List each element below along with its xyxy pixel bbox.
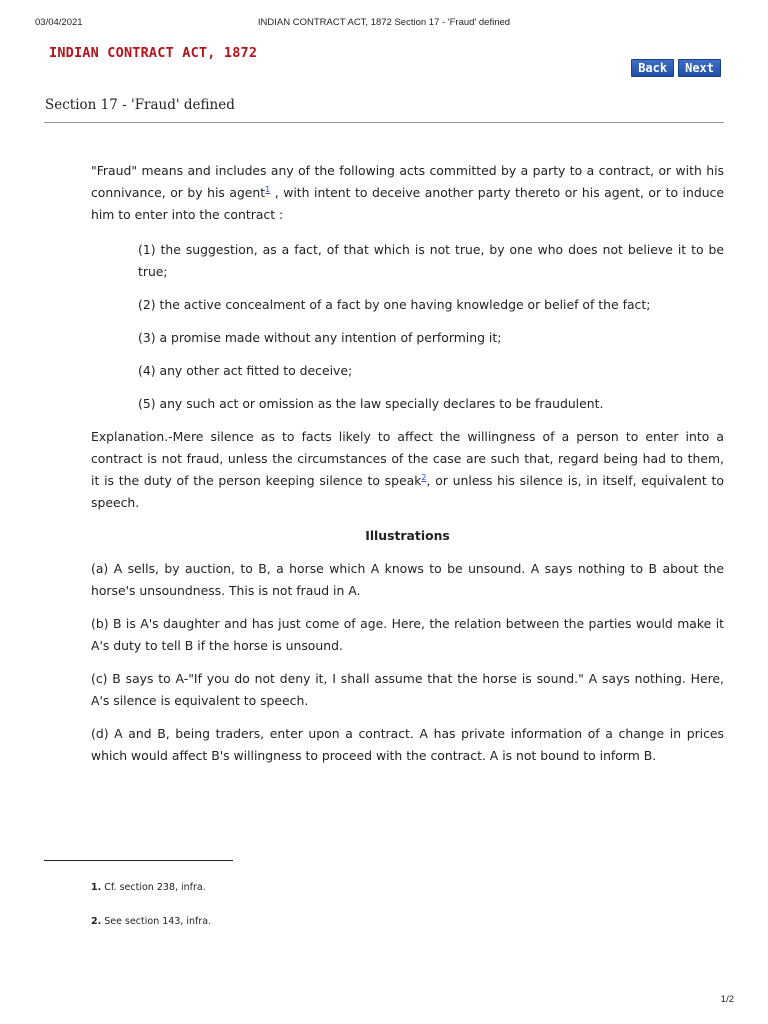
footnote-divider xyxy=(44,860,233,861)
clause-item: (1) the suggestion, as a fact, of that which is not true, by one who does not believe it to be true; xyxy=(138,242,724,279)
print-date: 03/04/2021 xyxy=(35,17,83,28)
header-divider xyxy=(44,122,724,123)
explanation-text-part1: Explanation.-Mere silence as to facts likely to affect the willingness of a person to enter into a contract is not fraud, unless the circumstances of the case are such that, regard being had to them, it is the duty of the person keeping silence to speak xyxy=(91,429,724,488)
footnote-number: 2. xyxy=(91,916,102,927)
footnote-text: Cf. section 238, infra. xyxy=(101,882,206,893)
section-content xyxy=(91,160,724,778)
next-button[interactable]: Next xyxy=(678,59,721,77)
explanation-paragraph xyxy=(91,426,724,514)
act-title: INDIAN CONTRACT ACT, 1872 xyxy=(49,45,258,61)
nav-buttons xyxy=(631,59,721,77)
intro-text-part2: , with intent to deceive another party thereto or his agent, or to induce him to enter into the contract : xyxy=(91,185,724,222)
footnote-text: See section 143, infra. xyxy=(101,916,212,927)
intro-text-part1: "Fraud" means and includes any of the following acts committed by a party to a contract, or with his connivance, or by his agent xyxy=(91,163,724,200)
illustration-item: (a) A sells, by auction, to B, a horse which A knows to be unsound. A says nothing to B about the horse's unsoundness. This is not fraud in A. xyxy=(91,561,724,598)
clause-item: (3) a promise made without any intention of performing it; xyxy=(138,330,502,345)
footnote-number: 1. xyxy=(91,882,102,893)
intro-paragraph xyxy=(91,160,724,226)
illustration-item: (d) A and B, being traders, enter upon a contract. A has private information of a change in prices which would affect B's willingness to proceed with the contract. A is not bound to inform B. xyxy=(91,726,724,763)
illustration-item: (c) B says to A-"If you do not deny it, I shall assume that the horse is sound." A says nothing. Here, A's silence is equivalent to speech. xyxy=(91,671,724,708)
illustrations-heading: Illustrations xyxy=(365,528,450,543)
page-number: 1/2 xyxy=(720,994,734,1005)
back-button[interactable]: Back xyxy=(631,59,674,77)
footnote-ref-2[interactable]: 2 xyxy=(421,473,427,482)
clause-list xyxy=(138,239,724,415)
illustration-item: (b) B is A's daughter and has just come of age. Here, the relation between the parties would make it A's duty to tell B if the horse is unsound. xyxy=(91,616,724,653)
clause-item: (5) any such act or omission as the law specially declares to be fraudulent. xyxy=(138,396,604,411)
footnote-1 xyxy=(91,882,206,893)
clause-item: (4) any other act fitted to deceive; xyxy=(138,363,353,378)
footnote-2 xyxy=(91,916,211,927)
footnote-ref-1[interactable]: 1 xyxy=(265,185,271,194)
print-header xyxy=(0,17,768,29)
explanation-text-part2: , or unless his silence is, in itself, equivalent to speech. xyxy=(91,473,724,510)
print-title: INDIAN CONTRACT ACT, 1872 Section 17 - 'Fraud' defined xyxy=(257,17,511,28)
section-title: Section 17 - 'Fraud' defined xyxy=(45,97,235,113)
clause-item: (2) the active concealment of a fact by one having knowledge or belief of the fact; xyxy=(138,297,651,312)
